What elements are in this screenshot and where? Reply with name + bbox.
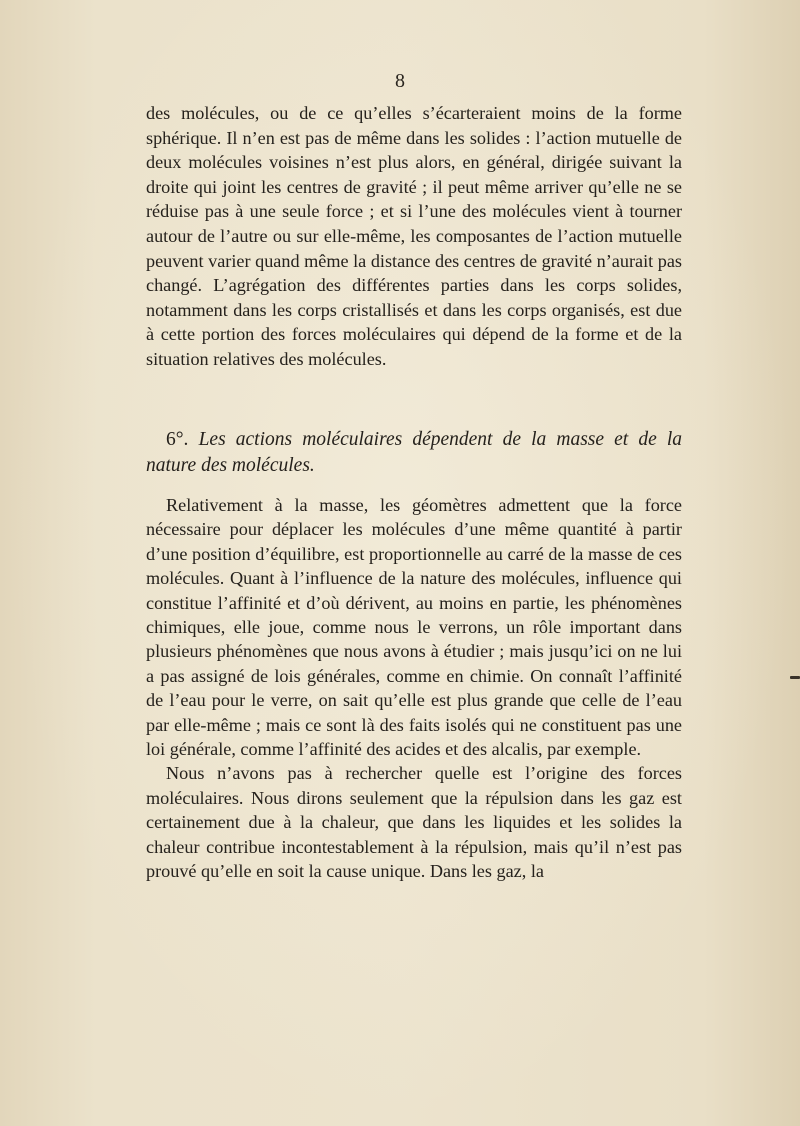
section-title: Les actions moléculaires dépendent de la masse et de la nature des molécules. xyxy=(146,429,683,476)
page-edge-mark xyxy=(790,676,800,679)
text-block-top xyxy=(146,101,682,372)
section-number: 6°. xyxy=(166,429,189,450)
section-heading xyxy=(146,427,682,479)
paragraph-mass-nature: Relativement à la masse, les géomètres admettent que la force nécessaire pour déplacer les molécules d’une même quantité à partir d’une position d’équilibre, est proportionnelle au carré de la masse de ces molécules. Quant à l’influence de la nature des molécules, influence qui constitue l’affinité et d’où dérivent, au moins en partie, les phénomènes chimiques, elle joue, comme nous le verrons, un rôle important dans plusieurs phénomènes que nous avons à étudier ; mais jusqu’ici on ne lui a pas assigné de lois générales, comme en chimie. On connaît l’affinité de l’eau pour le verre, on sait qu’elle est plus grande que celle de l’eau par elle-même ; mais ce sont là des faits isolés qui ne constituent pas une loi générale, comme l’affinité des acides et des alcalis, par exemple. xyxy=(146,495,682,760)
paragraph-origin-forces: Nous n’avons pas à rechercher quelle est l’origine des forces moléculaires. Nous dirons seulement que la répulsion dans les gaz est certainement due à la chaleur, que dans les liquides et les solides la chaleur contribue incontestablement à la répulsion, mais qu’il n’est pas prouvé qu’elle en soit la cause unique. Dans les gaz, la xyxy=(146,763,682,882)
text-block-body xyxy=(146,493,682,884)
page-number: 8 xyxy=(395,70,405,92)
paragraph-continuation: des molécules, ou de ce qu’elles s’écarteraient moins de la forme sphérique. Il n’en est pas de même dans les solides : l’action mutuelle de deux molécules voisines n’est plus alors, en général, dirigée suivant la droite qui joint les centres de gravité ; il peut même arriver qu’elle ne se réduise pas à une seule force ; et si l’une des molécules vient à tourner autour de l’autre ou sur elle-même, les composantes de l’action mutuelle peuvent varier quand même la distance des centres de gravité n’aurait pas changé. L’agrégation des différentes parties dans les corps solides, notamment dans les corps cristallisés et dans les corps organisés, est due à cette portion des forces moléculaires qui dépend de la forme et de la situation relatives des molécules. xyxy=(146,103,682,369)
